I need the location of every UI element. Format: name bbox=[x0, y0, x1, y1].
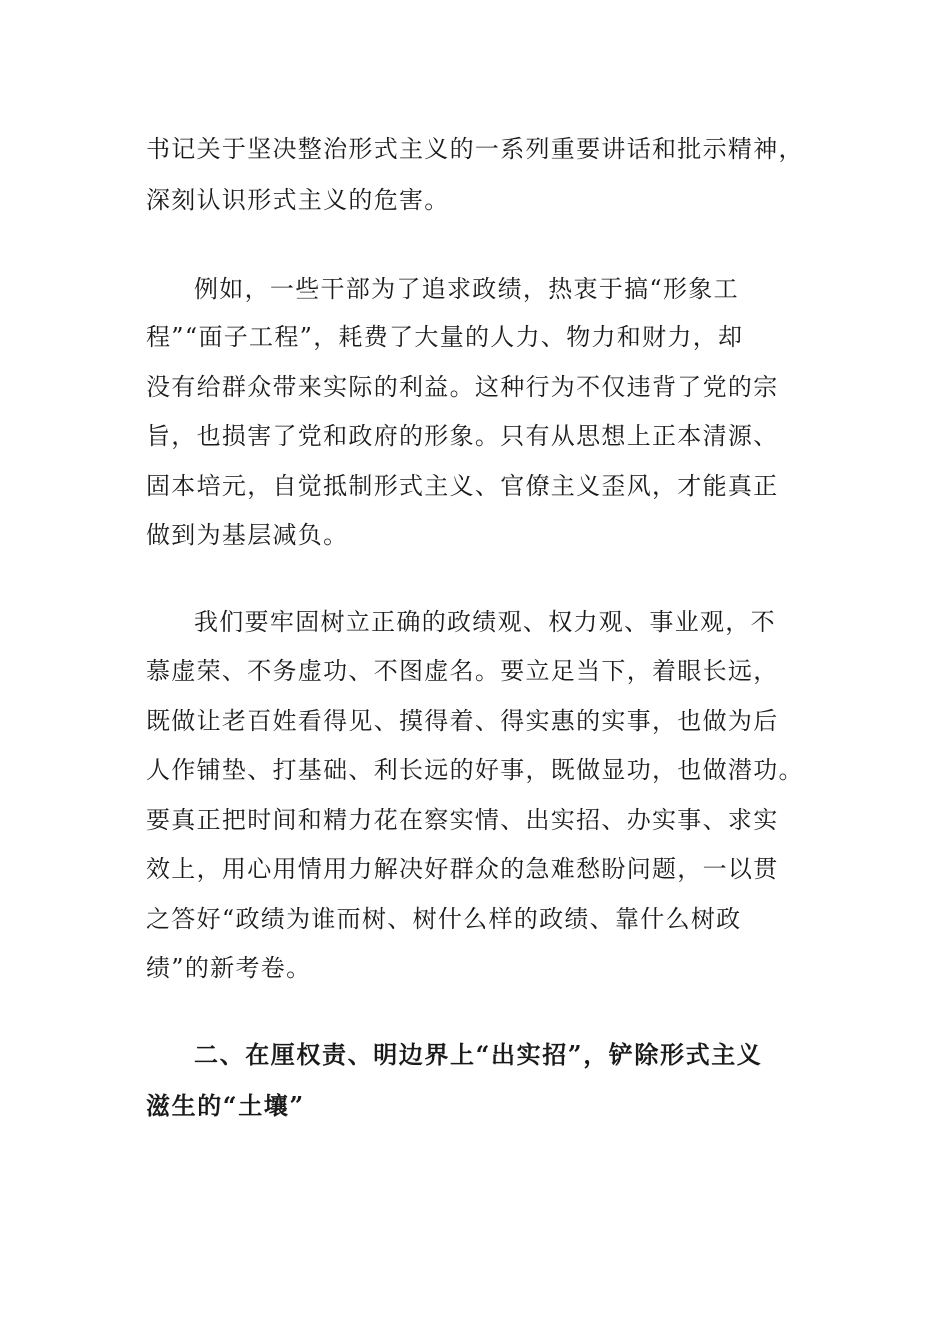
text-line: 例如，一些干部为了追求政绩，热衷于搞“形象工 bbox=[194, 275, 739, 303]
text-line: 效上，用心用情用力解决好群众的急难愁盼问题，一以贯 bbox=[146, 855, 779, 883]
text-line: 慕虚荣、不务虚功、不图虚名。要立足当下，着眼长远， bbox=[146, 657, 779, 685]
text-line: 我们要牢固树立正确的政绩观、权力观、事业观，不 bbox=[194, 608, 776, 636]
text-line: 做到为基层减负。 bbox=[146, 521, 349, 549]
text-line: 人作铺垫、打基础、利长远的好事，既做显功，也做潜功。 bbox=[146, 756, 804, 784]
text-line: 既做让老百姓看得见、摸得着、得实惠的实事，也做为后 bbox=[146, 707, 779, 735]
heading-line: 二、在厘权责、明边界上“出实招”，铲除形式主义 bbox=[194, 1040, 763, 1069]
heading-line: 滋生的“土壤” bbox=[146, 1091, 305, 1120]
text-line: 旨，也损害了党和政府的形象。只有从思想上正本清源、 bbox=[146, 422, 779, 450]
text-line: 程”“面子工程”，耗费了大量的人力、物力和财力，却 bbox=[146, 323, 744, 351]
text-line: 书记关于坚决整治形式主义的一系列重要讲话和批示精神， bbox=[146, 135, 804, 163]
text-line: 绩”的新考卷。 bbox=[146, 954, 312, 982]
text-line: 没有给群众带来实际的利益。这种行为不仅违背了党的宗 bbox=[146, 373, 779, 401]
text-line: 深刻认识形式主义的危害。 bbox=[146, 186, 450, 214]
text-line: 固本培元，自觉抵制形式主义、官僚主义歪风，才能真正 bbox=[146, 472, 779, 500]
text-line: 之答好“政绩为谁而树、树什么样的政绩、靠什么树政 bbox=[146, 905, 742, 933]
text-line: 要真正把时间和精力花在察实情、出实招、办实事、求实 bbox=[146, 806, 779, 834]
